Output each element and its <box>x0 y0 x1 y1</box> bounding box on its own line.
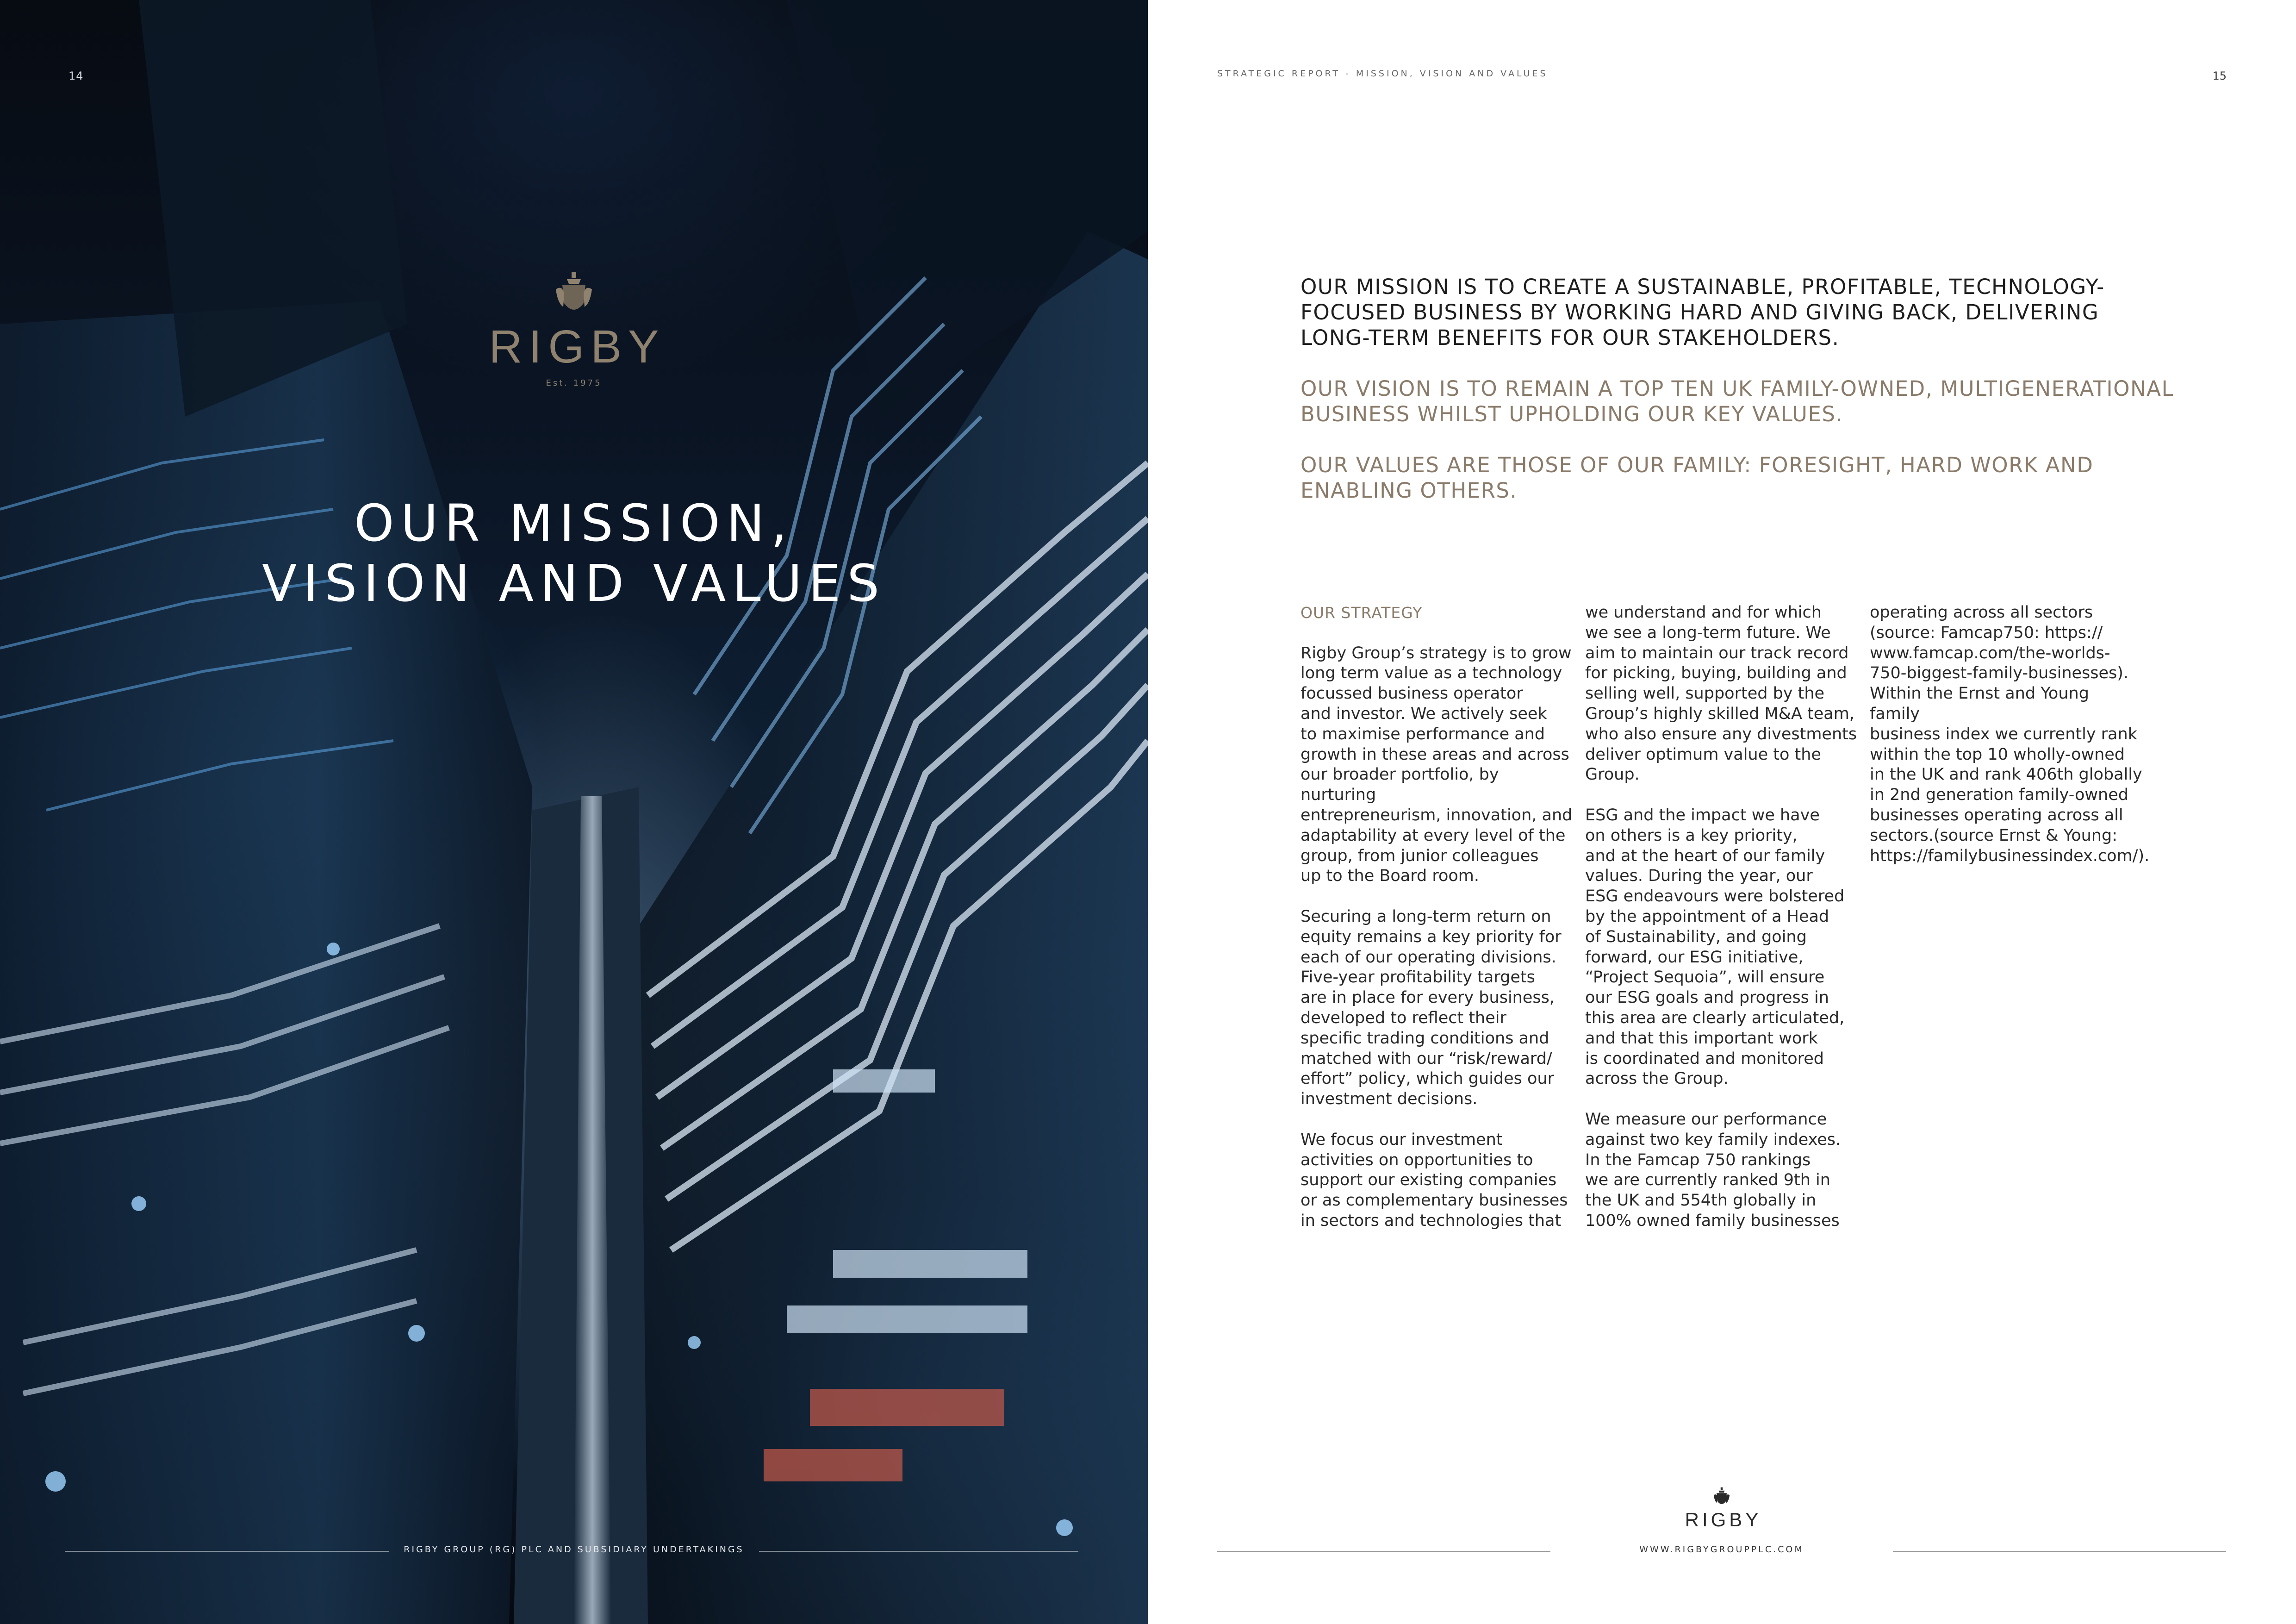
vision-line: OUR VISION IS TO REMAIN A TOP TEN UK FAMILY-OWNED, MULTIGENERATIONAL <box>1300 376 2174 401</box>
title-line-1: OUR MISSION, <box>354 493 794 553</box>
vision-statement <box>1300 376 2174 427</box>
page-number-right: 15 <box>2212 69 2227 82</box>
rigby-crest-icon <box>553 271 595 317</box>
footer-rule-left <box>65 1551 389 1552</box>
strategy-heading: OUR STRATEGY <box>1300 604 1423 622</box>
strategy-paragraph: We focus our investment activities on opportunities to support our existing companies or as complementary businesses in sectors and technologies that <box>1300 1130 1568 1230</box>
established-year: Est. 1975 <box>546 378 602 388</box>
title-line-2: VISION AND VALUES <box>261 554 886 613</box>
strategy-paragraph: operating across all sectors (source: Famcap750: https:// www.famcap.com/the-worlds- 750-biggest-family-businesses). Within the Ernst and Young family business index we currently rank within the top 10 wholly-owned in the UK and rank 406th globally in 2nd generation family-owned businesses operating across all sectors.(source Ernst & Young: https://familybusinessindex.com/). <box>1870 603 2150 865</box>
values-line: OUR VALUES ARE THOSE OF OUR FAMILY: FORESIGHT, HARD WORK AND <box>1300 453 2094 477</box>
right-page-text <box>1148 0 2296 1624</box>
strategy-column-3 <box>1870 603 2150 887</box>
running-header: STRATEGIC REPORT - MISSION, VISION AND VALUES <box>1217 69 1548 79</box>
page-number-left: 14 <box>68 69 84 82</box>
rigby-logo <box>481 271 666 388</box>
values-line: ENABLING OTHERS. <box>1300 478 1518 503</box>
values-statement <box>1300 452 2171 503</box>
vision-line: BUSINESS WHILST UPHOLDING OUR KEY VALUES. <box>1300 402 1843 426</box>
rigby-footer-logo <box>1652 1487 1791 1530</box>
strategy-column-1 <box>1300 603 1574 1252</box>
strategy-paragraph: We measure our performance against two key family indexes. In the Famcap 750 rankings we are currently ranked 9th in the UK and 554th globally in 100% owned family businesses <box>1585 1110 1841 1230</box>
mission-line: FOCUSED BUSINESS BY WORKING HARD AND GIVING BACK, DELIVERING <box>1300 300 2099 325</box>
website-link[interactable]: WWW.RIGBYGROUPPLC.COM <box>1639 1544 1804 1555</box>
strategy-paragraph: Securing a long-term return on equity remains a key priority for each of our operating divisions. Five-year profitability targets are in place for every business, developed to reflect their specific trading conditions and matched with our “risk/reward/ effort” policy, which guides our investment decisions. <box>1300 907 1562 1109</box>
strategy-column-2 <box>1585 603 1858 1252</box>
mission-line: OUR MISSION IS TO CREATE A SUSTAINABLE, PROFITABLE, TECHNOLOGY- <box>1300 275 2105 299</box>
strategy-paragraph: Rigby Group’s strategy is to grow long term value as a technology focussed business operator and investor. We actively seek to maximise performance and growth in these areas and across our broader portfolio, by nurturing entrepreneurism, innovation, and adaptability at every level of the group, from junior colleagues up to the Board room. <box>1300 643 1573 886</box>
strategy-paragraph: we understand and for which we see a long-term future. We aim to maintain our track record for picking, buying, building and selling well, supported by the Group’s highly skilled M&A team, who also ensure any divestments deliver optimum value to the Group. <box>1585 603 1857 784</box>
footer-rule-right <box>1893 1551 2226 1552</box>
footer-company-name: RIGBY GROUP (RG) PLC AND SUBSIDIARY UNDERTAKINGS <box>404 1544 744 1555</box>
footer-rule-right <box>759 1551 1078 1552</box>
page-title <box>204 493 944 613</box>
footer-brand-wordmark: RIGBY <box>1685 1509 1762 1530</box>
mission-line: LONG-TERM BENEFITS FOR OUR STAKEHOLDERS. <box>1300 325 1840 350</box>
rigby-crest-icon <box>1712 1487 1731 1507</box>
strategy-paragraph: ESG and the impact we have on others is a key priority, and at the heart of our family values. During the year, our ESG endeavours were bolstered by the appointment of a Head of Sustainability, and going forward, our ESG initiative, “Project Sequoia”, will ensure our ESG goals and progress in this area are clearly articulated, and that this important work is coordinated and monitored across the Group. <box>1585 806 1845 1088</box>
mission-statement <box>1300 274 2171 350</box>
footer-rule-left <box>1217 1551 1550 1552</box>
brand-wordmark: RIGBY <box>489 321 666 373</box>
